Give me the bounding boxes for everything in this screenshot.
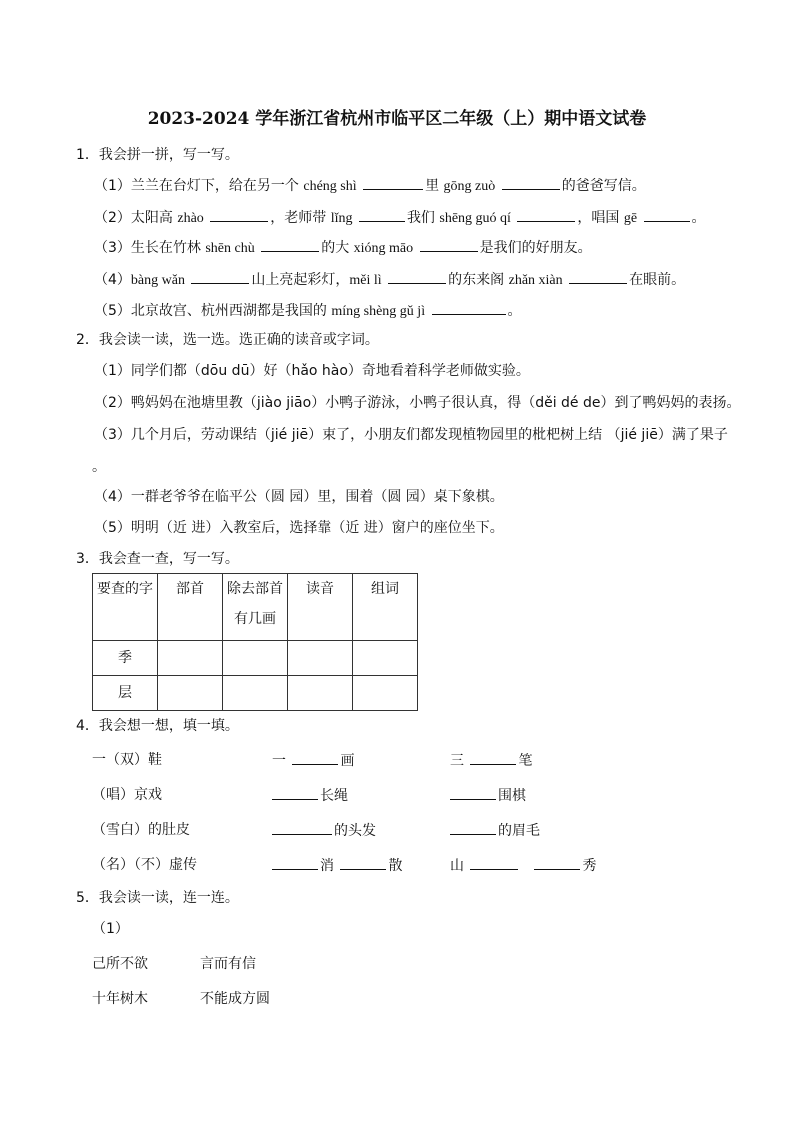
table-answer-cell[interactable] xyxy=(353,676,418,711)
answer-blank[interactable] xyxy=(210,208,268,222)
answer-blank[interactable] xyxy=(420,238,478,252)
answer-blank[interactable] xyxy=(534,856,580,870)
q4-r1-c1: 一（双）鞋 xyxy=(92,752,162,768)
table-answer-cell[interactable] xyxy=(223,676,288,711)
table-row xyxy=(93,676,418,711)
q4-label: 4．我会想一想，填一填。 xyxy=(76,718,239,734)
q4-r2-c3: 围棋 xyxy=(450,786,526,805)
answer-blank[interactable] xyxy=(569,270,627,284)
answer-blank[interactable] xyxy=(191,270,249,284)
answer-blank[interactable] xyxy=(470,856,518,870)
answer-blank[interactable] xyxy=(261,238,319,252)
table-cell-char: 季 xyxy=(93,641,158,676)
q5-sub-label: （1） xyxy=(92,921,129,937)
q1-label: 1．我会拼一拼，写一写。 xyxy=(76,147,239,163)
q5-label: 5．我会读一读，连一连。 xyxy=(76,890,239,906)
answer-blank[interactable] xyxy=(450,821,496,835)
table-answer-cell[interactable] xyxy=(158,641,223,676)
table-header-row xyxy=(93,574,418,641)
table-answer-cell[interactable] xyxy=(223,641,288,676)
answer-blank[interactable] xyxy=(502,176,560,190)
answer-blank[interactable] xyxy=(359,208,405,222)
table-header-cell: 组词 xyxy=(353,574,418,641)
q4-r1-c2: 一 画 xyxy=(272,753,355,769)
answer-blank[interactable] xyxy=(644,208,690,222)
q2-item-3-continuation: 。 xyxy=(92,459,106,475)
q4-r4-c2: 消 散 xyxy=(272,856,402,875)
table-header-cell: 部首 xyxy=(158,574,223,641)
answer-blank[interactable] xyxy=(470,751,516,765)
q2-label: 2．我会读一读，选一选。选正确的读音或字词。 xyxy=(76,332,379,348)
q1-item-3: （3）生长在竹林 shēn chù 的大 xióng māo 是我们的好朋友。 xyxy=(94,240,592,256)
q4-r1-c3: 三 笔 xyxy=(450,753,533,769)
match-right-item[interactable]: 言而有信 xyxy=(200,956,256,972)
match-left-item[interactable]: 己所不欲 xyxy=(92,956,148,972)
table-answer-cell[interactable] xyxy=(158,676,223,711)
q4-r3-c3: 的眉毛 xyxy=(450,821,540,840)
table-header-cell: 除去部首 有几画 xyxy=(223,574,288,641)
lookup-table xyxy=(92,573,418,711)
table-row xyxy=(93,641,418,676)
answer-blank[interactable] xyxy=(272,856,318,870)
q4-r2-c1: （唱）京戏 xyxy=(92,787,162,803)
answer-blank[interactable] xyxy=(450,786,496,800)
match-right-item[interactable]: 不能成方圆 xyxy=(200,991,270,1007)
answer-blank[interactable] xyxy=(517,208,575,222)
table-answer-cell[interactable] xyxy=(353,641,418,676)
table-cell-char: 层 xyxy=(93,676,158,711)
table-header-cell: 读音 xyxy=(288,574,353,641)
match-left-item[interactable]: 十年树木 xyxy=(92,991,148,1007)
q2-item-2: （2）鸭妈妈在池塘里教（jiào jiāo）小鸭子游泳，小鸭子很认真，得（děi dé de）到了鸭妈妈的表扬。 xyxy=(94,395,741,411)
q4-r3-c2: 的头发 xyxy=(272,821,376,840)
page-title: 2023-2024 学年浙江省杭州市临平区二年级（上）期中语文试卷 xyxy=(147,109,647,129)
table-answer-cell[interactable] xyxy=(288,641,353,676)
q4-r3-c1: （雪白）的肚皮 xyxy=(92,822,190,838)
table-answer-cell[interactable] xyxy=(288,676,353,711)
q1-item-1: （1）兰兰在台灯下，给在另一个 chéng shì 里 gōng zuò 的爸爸写信。 xyxy=(94,178,646,194)
answer-blank[interactable] xyxy=(272,821,332,835)
q2-item-1: （1）同学们都（dōu dū）好（hǎo hào）奇地看着科学老师做实验。 xyxy=(94,363,530,379)
answer-blank[interactable] xyxy=(432,301,506,315)
answer-blank[interactable] xyxy=(292,751,338,765)
q1-item-5: （5）北京故宫、杭州西湖都是我国的 míng shèng gǔ jì 。 xyxy=(94,303,522,319)
answer-blank[interactable] xyxy=(340,856,386,870)
q1-item-4: （4）bàng wǎn 山上亮起彩灯，měi lì 的东来阁 zhǎn xiàn 在眼前。 xyxy=(94,272,686,288)
answer-blank[interactable] xyxy=(272,786,318,800)
q4-r4-c3: 山 秀 xyxy=(450,858,597,874)
q4-r2-c2: 长绳 xyxy=(272,786,348,805)
answer-blank[interactable] xyxy=(388,270,446,284)
q2-item-5: （5）明明（近 进）入教室后，选择靠（近 进）窗户的座位坐下。 xyxy=(94,520,504,536)
table-header-cell: 要查的字 xyxy=(93,574,158,641)
q2-item-4: （4）一群老爷爷在临平公（圆 园）里，围着（圆 园）桌下象棋。 xyxy=(94,489,504,505)
q2-item-3: （3）几个月后，劳动课结（jié jiē）束了，小朋友们都发现植物园里的枇杷树上结 （jié jiē）满了果子 xyxy=(94,427,728,443)
q1-item-2: （2）太阳高 zhào ，老师带 lǐng 我们 shēng guó qí ，唱国 gē 。 xyxy=(94,210,706,226)
answer-blank[interactable] xyxy=(363,176,423,190)
q3-label: 3．我会查一查，写一写。 xyxy=(76,551,239,567)
q4-r4-c1: （名）（不）虚传 xyxy=(92,857,197,873)
